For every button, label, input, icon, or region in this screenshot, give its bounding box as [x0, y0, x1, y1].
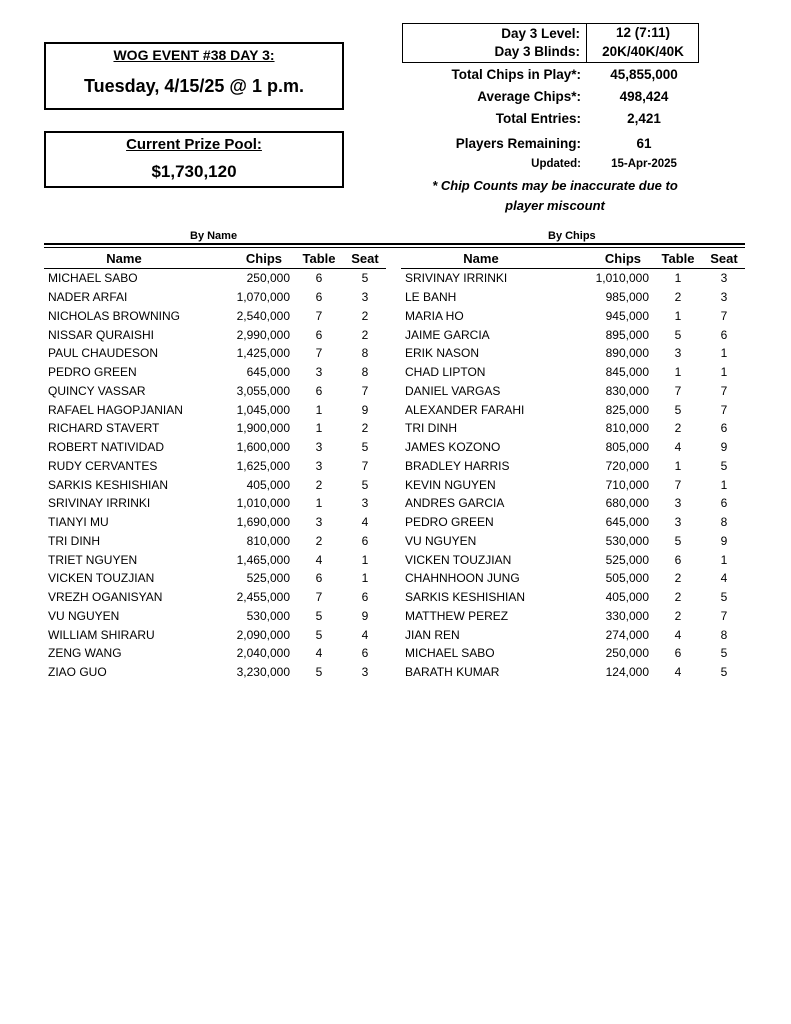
player-seat: 9: [361, 402, 369, 417]
player-chips: 530,000: [246, 608, 290, 623]
player-table: 5: [315, 627, 323, 642]
player-name: ALEXANDER FARAHI: [405, 402, 525, 417]
player-name: CHAD LIPTON: [405, 365, 486, 380]
player-chips: 895,000: [605, 327, 649, 342]
table-row: [44, 663, 386, 682]
player-table: 4: [674, 627, 682, 642]
player-name: RAFAEL HAGOPJANIAN: [48, 402, 183, 417]
table-row: [44, 607, 386, 626]
level-value: 12 (7:11): [615, 25, 671, 40]
player-chips: 124,000: [605, 665, 649, 680]
player-name: VICKEN TOUZJIAN: [48, 571, 155, 586]
total-entries-label: Total Entries:: [495, 111, 581, 126]
player-table: 6: [315, 327, 323, 342]
player-seat: 7: [720, 308, 728, 323]
player-chips: 985,000: [605, 290, 649, 305]
table-row: [401, 607, 745, 626]
column-header-chips: Chips: [561, 248, 653, 269]
player-table: 2: [674, 421, 682, 436]
player-chips: 830,000: [605, 383, 649, 398]
table-row: [44, 457, 386, 476]
player-name: TRI DINH: [405, 421, 457, 436]
player-chips: 530,000: [605, 533, 649, 548]
player-table: 6: [674, 646, 682, 661]
player-seat: 3: [361, 290, 369, 305]
player-name: NICHOLAS BROWNING: [48, 308, 181, 323]
player-seat: 5: [361, 440, 369, 455]
updated-label: Updated:: [531, 158, 581, 170]
player-table: 6: [315, 571, 323, 586]
prize-pool-label: Current Prize Pool:: [126, 136, 262, 153]
table-row: [44, 494, 386, 513]
table-row: [44, 588, 386, 607]
player-name: JIAN REN: [405, 627, 460, 642]
table-row: [401, 644, 745, 663]
player-name: ZIAO GUO: [48, 665, 107, 680]
player-seat: 1: [720, 477, 728, 492]
player-name: SARKIS KESHISHIAN: [48, 477, 169, 492]
table-row: [44, 419, 386, 438]
player-chips: 1,465,000: [236, 552, 290, 567]
player-table: 2: [674, 608, 682, 623]
player-chips: 250,000: [605, 646, 649, 661]
player-name: TRIET NGUYEN: [48, 552, 138, 567]
player-name: TIANYI MU: [48, 515, 109, 530]
table-row: [401, 419, 745, 438]
player-seat: 2: [361, 308, 369, 323]
player-seat: 1: [720, 552, 728, 567]
table-row: [401, 588, 745, 607]
player-chips: 1,900,000: [236, 421, 290, 436]
player-seat: 5: [720, 458, 728, 473]
player-name: VREZH OGANISYAN: [48, 590, 163, 605]
player-seat: 5: [720, 590, 728, 605]
player-name: BARATH KUMAR: [405, 665, 500, 680]
player-chips: 1,690,000: [236, 515, 290, 530]
table-row: [44, 325, 386, 344]
column-header-name: Name: [401, 248, 561, 269]
event-date: Tuesday, 4/15/25 @ 1 p.m.: [84, 76, 304, 96]
player-chips: 645,000: [605, 515, 649, 530]
table-row: [401, 550, 745, 569]
player-name: KEVIN NGUYEN: [405, 477, 496, 492]
player-chips: 1,625,000: [236, 458, 290, 473]
player-name: MATTHEW PEREZ: [405, 608, 509, 623]
player-name: LE BANH: [405, 290, 457, 305]
player-name: PEDRO GREEN: [48, 365, 137, 380]
player-chips: 2,040,000: [236, 646, 290, 661]
average-chips-label: Average Chips*:: [477, 89, 581, 104]
column-header-seat: Seat: [703, 248, 745, 269]
player-seat: 6: [361, 590, 369, 605]
column-header-table: Table: [294, 248, 344, 269]
player-seat: 8: [720, 627, 728, 642]
player-chips: 2,455,000: [236, 590, 290, 605]
player-seat: 8: [361, 346, 369, 361]
player-table: 5: [315, 608, 323, 623]
level-label: Day 3 Level:: [501, 26, 580, 41]
player-name: VICKEN TOUZJIAN: [405, 552, 512, 567]
player-seat: 5: [720, 665, 728, 680]
table-row: [44, 625, 386, 644]
table-header-row: [44, 248, 386, 269]
player-table: 6: [315, 383, 323, 398]
level-divider: [586, 24, 587, 62]
player-table: 2: [674, 290, 682, 305]
player-seat: 8: [720, 515, 728, 530]
player-chips: 1,045,000: [236, 402, 290, 417]
players-remaining-label: Players Remaining:: [455, 136, 581, 151]
prize-pool-value: $1,730,120: [151, 162, 237, 181]
player-chips: 525,000: [605, 552, 649, 567]
player-table: 4: [315, 646, 323, 661]
player-name: QUINCY VASSAR: [48, 383, 146, 398]
player-table: 3: [315, 515, 323, 530]
by-chips-rows: [401, 269, 745, 682]
table-row: [44, 288, 386, 307]
player-name: RICHARD STAVERT: [48, 421, 160, 436]
player-chips: 810,000: [246, 533, 290, 548]
player-name: MICHAEL SABO: [48, 271, 138, 286]
player-seat: 4: [361, 515, 369, 530]
player-name: ERIK NASON: [405, 346, 480, 361]
player-table: 4: [674, 440, 682, 455]
player-name: DANIEL VARGAS: [405, 383, 501, 398]
player-table: 2: [315, 533, 323, 548]
player-seat: 1: [720, 346, 728, 361]
table-row: [401, 363, 745, 382]
player-chips: 1,600,000: [236, 440, 290, 455]
table-row: [44, 550, 386, 569]
player-table: 5: [315, 665, 323, 680]
player-table: 1: [315, 421, 323, 436]
player-seat: 7: [361, 458, 369, 473]
player-chips: 2,090,000: [236, 627, 290, 642]
player-chips: 405,000: [246, 477, 290, 492]
player-table: 6: [674, 552, 682, 567]
player-seat: 2: [361, 421, 369, 436]
player-seat: 3: [361, 496, 369, 511]
player-name: BRADLEY HARRIS: [405, 458, 510, 473]
player-name: PAUL CHAUDESON: [48, 346, 159, 361]
player-chips: 2,990,000: [236, 327, 290, 342]
event-title: WOG EVENT #38 DAY 3:: [113, 47, 275, 63]
player-table: 1: [315, 496, 323, 511]
player-table: 2: [315, 477, 323, 492]
player-seat: 1: [720, 365, 728, 380]
player-name: VU NGUYEN: [48, 608, 120, 623]
player-name: ROBERT NATIVIDAD: [48, 440, 165, 455]
player-seat: 9: [361, 608, 369, 623]
player-name: MARIA HO: [405, 308, 464, 323]
player-table: 3: [674, 515, 682, 530]
table-row: [44, 475, 386, 494]
player-table: 3: [674, 346, 682, 361]
player-chips: 1,425,000: [236, 346, 290, 361]
table-row: [44, 269, 386, 288]
table-row: [44, 644, 386, 663]
player-name: TRI DINH: [48, 533, 100, 548]
player-table: 7: [315, 346, 323, 361]
player-name: ANDRES GARCIA: [405, 496, 505, 511]
player-seat: 1: [361, 571, 369, 586]
player-seat: 4: [361, 627, 369, 642]
player-chips: 945,000: [605, 308, 649, 323]
table-row: [401, 382, 745, 401]
player-chips: 720,000: [605, 458, 649, 473]
player-chips: 845,000: [605, 365, 649, 380]
total-chips-value: 45,855,000: [610, 67, 678, 82]
player-seat: 7: [361, 383, 369, 398]
table-row: [44, 307, 386, 326]
player-table: 7: [315, 308, 323, 323]
player-table: 2: [674, 571, 682, 586]
column-header-table: Table: [653, 248, 703, 269]
player-chips: 645,000: [246, 365, 290, 380]
player-name: JAIME GARCIA: [405, 327, 490, 342]
players-remaining-value: 61: [636, 136, 652, 151]
table-row: [44, 532, 386, 551]
player-chips: 890,000: [605, 346, 649, 361]
player-seat: 4: [720, 571, 728, 586]
player-chips: 1,070,000: [236, 290, 290, 305]
header-rule: [44, 243, 745, 245]
player-seat: 6: [361, 533, 369, 548]
table-row: [401, 344, 745, 363]
player-chips: 825,000: [605, 402, 649, 417]
table-row: [401, 625, 745, 644]
player-name: SRIVINAY IRRINKI: [405, 271, 508, 286]
player-table: 6: [315, 271, 323, 286]
table-row: [401, 457, 745, 476]
player-name: NISSAR QURAISHI: [48, 327, 155, 342]
prize-pool-box: [44, 131, 344, 188]
table-row: [401, 269, 745, 288]
table-row: [401, 325, 745, 344]
event-title-box: [44, 42, 344, 110]
player-table: 1: [674, 365, 682, 380]
updated-value: 15-Apr-2025: [611, 158, 677, 170]
player-table: 5: [674, 327, 682, 342]
table-row: [401, 532, 745, 551]
table-row: [401, 475, 745, 494]
table-row: [401, 569, 745, 588]
total-chips-label: Total Chips in Play*:: [451, 67, 581, 82]
player-seat: 9: [720, 440, 728, 455]
player-name: PEDRO GREEN: [405, 515, 494, 530]
player-seat: 3: [720, 290, 728, 305]
by-name-rows: [44, 269, 386, 682]
table-header-row: [401, 248, 745, 269]
player-name: SRIVINAY IRRINKI: [48, 496, 151, 511]
table-row: [401, 307, 745, 326]
player-table: 7: [674, 477, 682, 492]
player-chips: 680,000: [605, 496, 649, 511]
player-table: 1: [674, 271, 682, 286]
table-row: [44, 400, 386, 419]
player-chips: 1,010,000: [595, 271, 649, 286]
total-entries-value: 2,421: [627, 111, 661, 126]
level-box: [402, 23, 699, 63]
player-name: NADER ARFAI: [48, 290, 128, 305]
player-table: 3: [315, 365, 323, 380]
player-table: 1: [315, 402, 323, 417]
player-seat: 8: [361, 365, 369, 380]
player-chips: 525,000: [246, 571, 290, 586]
player-seat: 6: [720, 496, 728, 511]
player-table: 5: [674, 402, 682, 417]
column-header-chips: Chips: [204, 248, 294, 269]
player-table: 5: [674, 533, 682, 548]
chip-count-note: * Chip Counts may be inaccurate due to player miscount: [432, 178, 678, 213]
player-seat: 7: [720, 402, 728, 417]
player-chips: 810,000: [605, 421, 649, 436]
table-row: [44, 363, 386, 382]
table-row: [44, 438, 386, 457]
player-seat: 5: [720, 646, 728, 661]
player-table: 4: [315, 552, 323, 567]
table-row: [44, 513, 386, 532]
by-name-table: [44, 248, 386, 682]
player-chips: 1,010,000: [236, 496, 290, 511]
player-table: 1: [674, 308, 682, 323]
player-name: JAMES KOZONO: [405, 440, 501, 455]
player-name: CHAHNHOON JUNG: [405, 571, 520, 586]
player-table: 7: [674, 383, 682, 398]
table-row: [401, 663, 745, 682]
player-seat: 3: [720, 271, 728, 286]
player-name: ZENG WANG: [48, 646, 122, 661]
table-row: [401, 288, 745, 307]
player-table: 3: [315, 458, 323, 473]
player-seat: 5: [361, 477, 369, 492]
player-chips: 405,000: [605, 590, 649, 605]
blinds-value: 20K/40K/40K: [602, 44, 684, 59]
player-chips: 3,055,000: [236, 383, 290, 398]
table-row: [401, 494, 745, 513]
average-chips-value: 498,424: [619, 89, 669, 104]
by-chips-title: By Chips: [548, 230, 596, 242]
player-seat: 6: [361, 646, 369, 661]
player-name: WILLIAM SHIRARU: [48, 627, 155, 642]
player-table: 7: [315, 590, 323, 605]
player-table: 3: [674, 496, 682, 511]
player-name: MICHAEL SABO: [405, 646, 495, 661]
table-row: [401, 438, 745, 457]
table-row: [44, 344, 386, 363]
column-header-seat: Seat: [344, 248, 386, 269]
by-name-title: By Name: [190, 230, 238, 242]
player-seat: 5: [361, 271, 369, 286]
player-seat: 3: [361, 665, 369, 680]
player-name: SARKIS KESHISHIAN: [405, 590, 526, 605]
by-chips-table: [401, 248, 745, 682]
player-table: 4: [674, 665, 682, 680]
player-seat: 2: [361, 327, 369, 342]
player-name: VU NGUYEN: [405, 533, 477, 548]
player-name: RUDY CERVANTES: [48, 458, 158, 473]
player-chips: 505,000: [605, 571, 649, 586]
player-chips: 330,000: [605, 608, 649, 623]
player-table: 1: [674, 458, 682, 473]
player-table: 6: [315, 290, 323, 305]
player-seat: 1: [361, 552, 369, 567]
table-row: [44, 569, 386, 588]
player-seat: 9: [720, 533, 728, 548]
player-table: 3: [315, 440, 323, 455]
player-chips: 710,000: [605, 477, 649, 492]
player-seat: 7: [720, 608, 728, 623]
player-chips: 805,000: [605, 440, 649, 455]
player-chips: 2,540,000: [236, 308, 290, 323]
blinds-label: Day 3 Blinds:: [494, 44, 580, 59]
player-seat: 6: [720, 421, 728, 436]
table-row: [44, 382, 386, 401]
player-chips: 274,000: [605, 627, 649, 642]
player-chips: 250,000: [246, 271, 290, 286]
player-chips: 3,230,000: [236, 665, 290, 680]
column-header-name: Name: [44, 248, 204, 269]
player-table: 2: [674, 590, 682, 605]
player-seat: 7: [720, 383, 728, 398]
player-seat: 6: [720, 327, 728, 342]
table-row: [401, 400, 745, 419]
table-row: [401, 513, 745, 532]
